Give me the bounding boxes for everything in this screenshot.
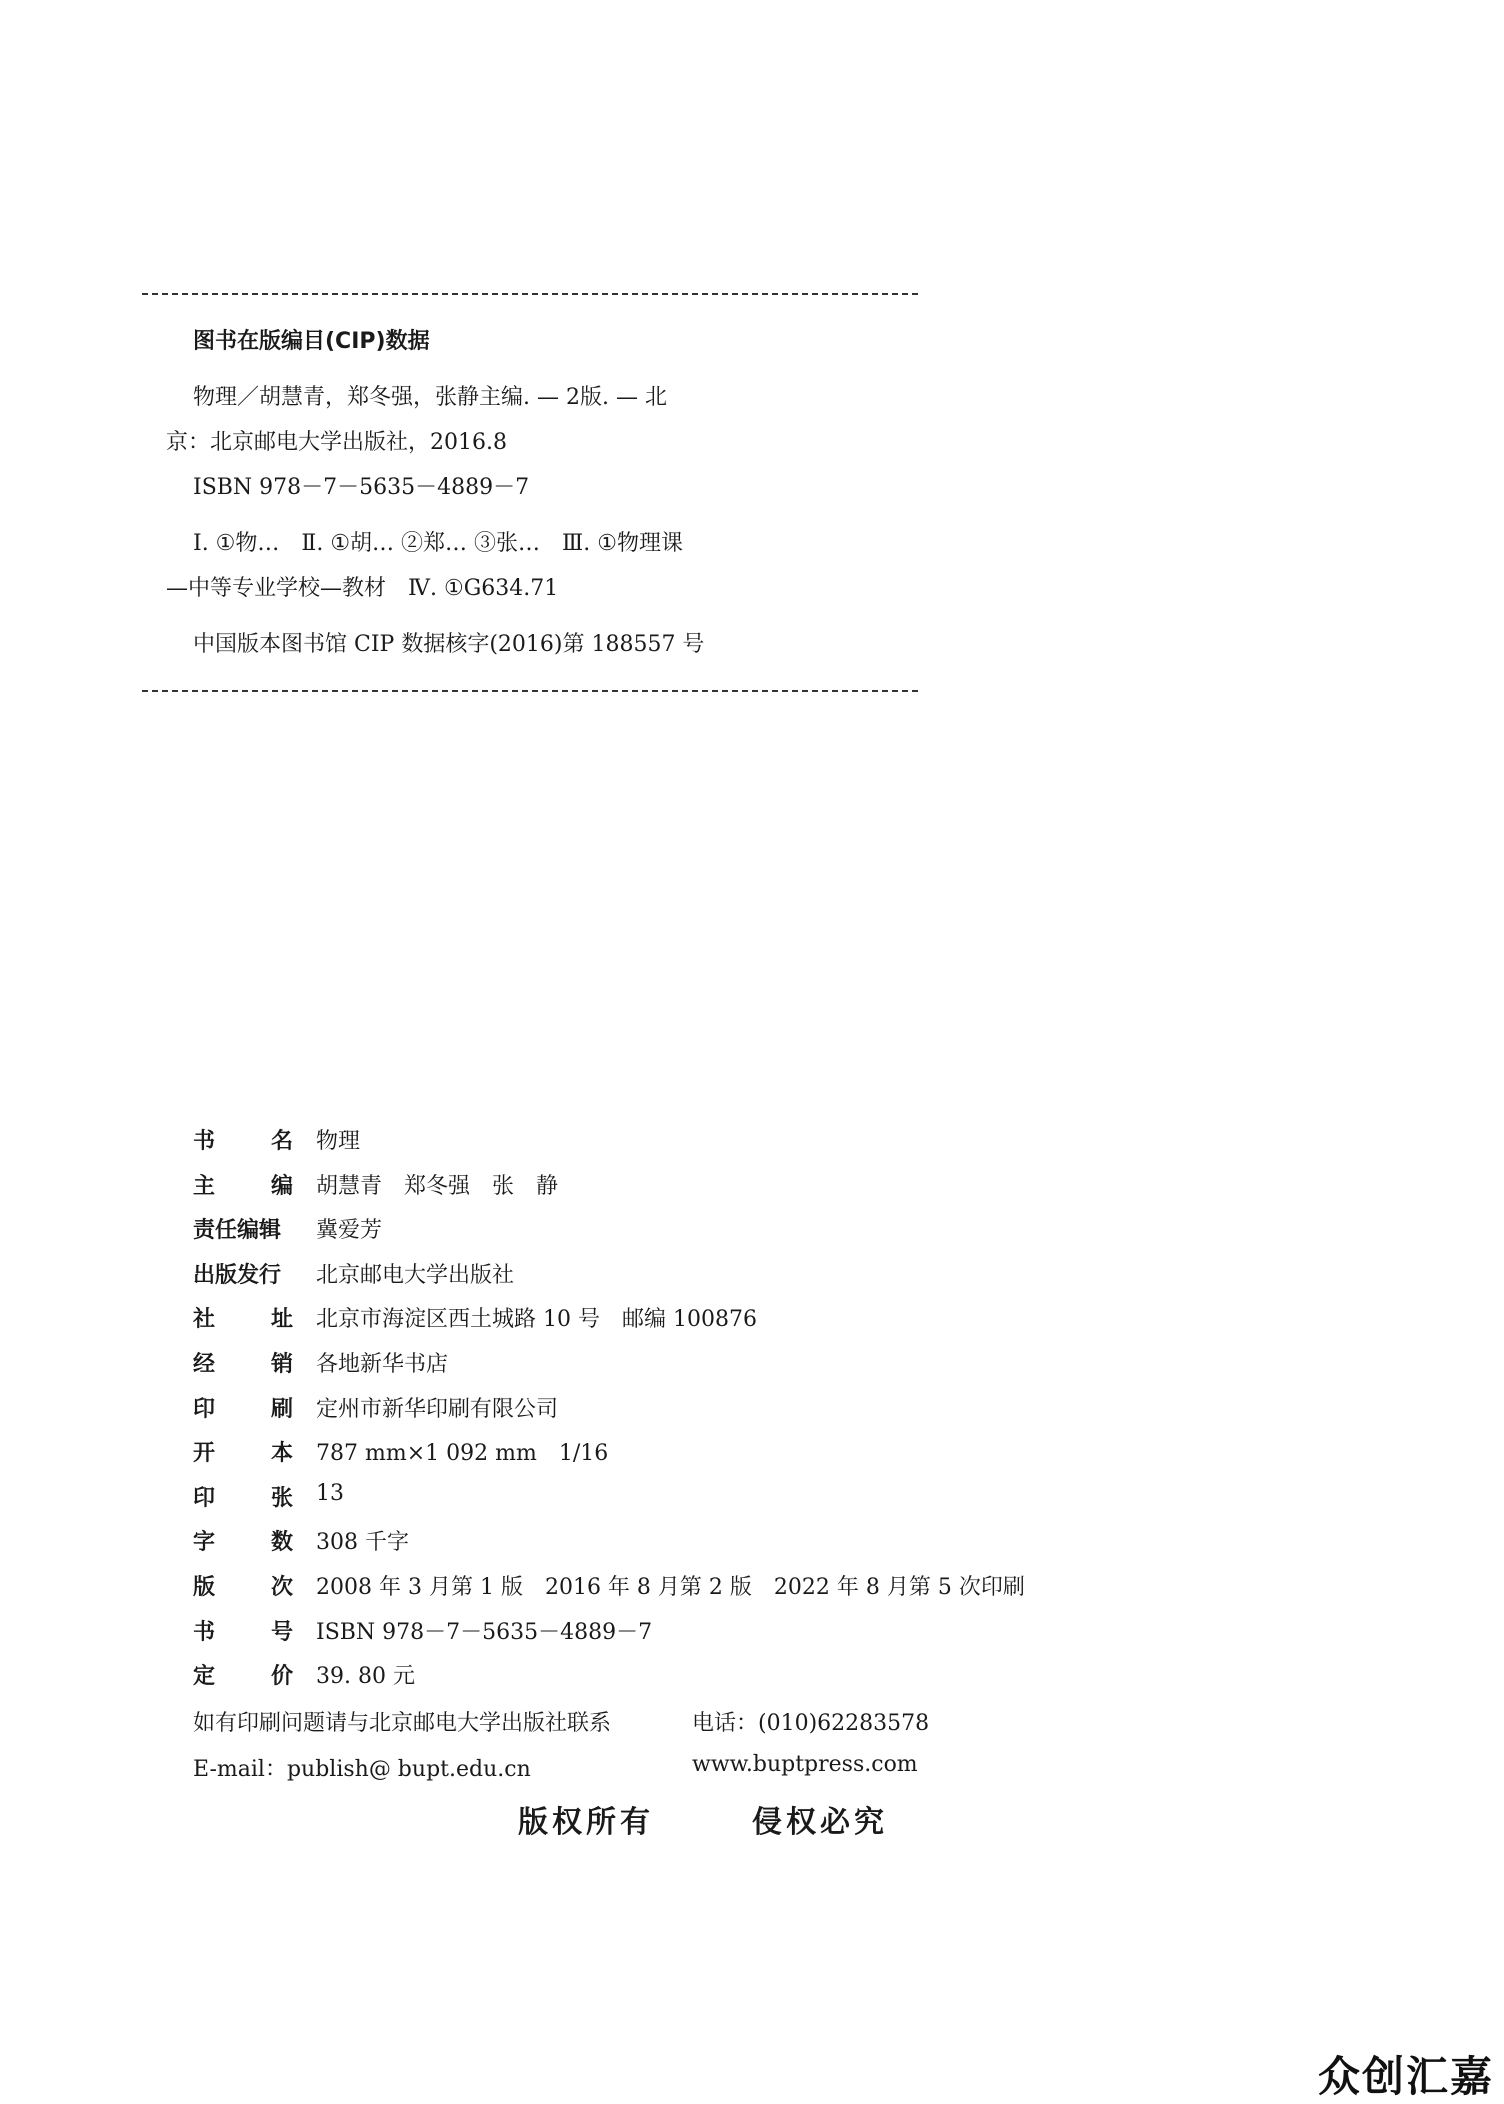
info-value: 2008 年 3 月第 1 版 2016 年 8 月第 2 版 2022 年 8 月第 5 次印刷 (316, 1574, 1025, 1600)
cip-line-5: —中等专业学校—教材 Ⅳ. ①G634.71 (166, 576, 559, 601)
info-label: 开 本 (193, 1441, 293, 1467)
info-value: 39. 80 元 (316, 1664, 415, 1690)
cip-bottom-rule (142, 690, 918, 692)
email-address: E-mail：publish@ bupt.edu.cn (193, 1757, 531, 1782)
info-label: 印 刷 (193, 1396, 293, 1422)
website-url: www.buptpress.com (692, 1752, 918, 1777)
info-value: 物理 (316, 1129, 361, 1154)
info-value: 308 千字 (316, 1530, 409, 1556)
cip-line-1: 物理／胡慧青，郑冬强，张静主编. — 2版. — 北 (193, 385, 667, 410)
info-value: 北京市海淀区西土城路 10 号 邮编 100876 (316, 1307, 757, 1333)
rights-reserved: 版权所有 (518, 1805, 654, 1840)
info-label: 责任编辑 (193, 1218, 282, 1244)
info-label: 经 销 (193, 1351, 293, 1377)
info-label: 社 址 (193, 1307, 293, 1333)
info-label: 出版发行 (193, 1262, 282, 1288)
print-problem-note: 如有印刷问题请与北京邮电大学出版社联系 (193, 1711, 612, 1736)
info-label: 书 名 (193, 1129, 293, 1154)
phone-number: 电话：(010)62283578 (692, 1711, 930, 1736)
info-value: 胡慧青 郑冬强 张 静 (316, 1173, 559, 1199)
cip-top-rule (142, 293, 918, 295)
info-label: 主 编 (193, 1173, 293, 1199)
info-value: 各地新华书店 (316, 1351, 449, 1377)
info-label: 字 数 (193, 1530, 293, 1556)
cip-line-2: 京：北京邮电大学出版社，2016.8 (166, 430, 507, 455)
cip-line-4: Ⅰ. ①物… Ⅱ. ①胡… ②郑… ③张… Ⅲ. ①物理课 (193, 531, 683, 556)
info-value: 冀爱芳 (316, 1218, 383, 1244)
info-value: ISBN 978－7－5635－4889－7 (316, 1619, 653, 1645)
info-value: 定州市新华印刷有限公司 (316, 1396, 559, 1422)
info-label: 书 号 (193, 1619, 293, 1645)
infringement-notice: 侵权必究 (752, 1805, 888, 1840)
info-label: 定 价 (193, 1664, 293, 1690)
watermark-logo: 众创汇嘉 (1317, 2052, 1494, 2101)
info-label: 印 张 (193, 1485, 293, 1511)
info-label: 版 次 (193, 1574, 293, 1600)
info-value: 北京邮电大学出版社 (316, 1262, 515, 1288)
cip-isbn: ISBN 978－7－5635－4889－7 (193, 475, 530, 500)
cip-title: 图书在版编目(CIP)数据 (193, 329, 430, 354)
cip-line-6: 中国版本图书馆 CIP 数据核字(2016)第 188557 号 (193, 632, 705, 657)
info-value: 787 mm×1 092 mm 1/16 (316, 1441, 609, 1467)
info-value: 13 (316, 1480, 344, 1506)
